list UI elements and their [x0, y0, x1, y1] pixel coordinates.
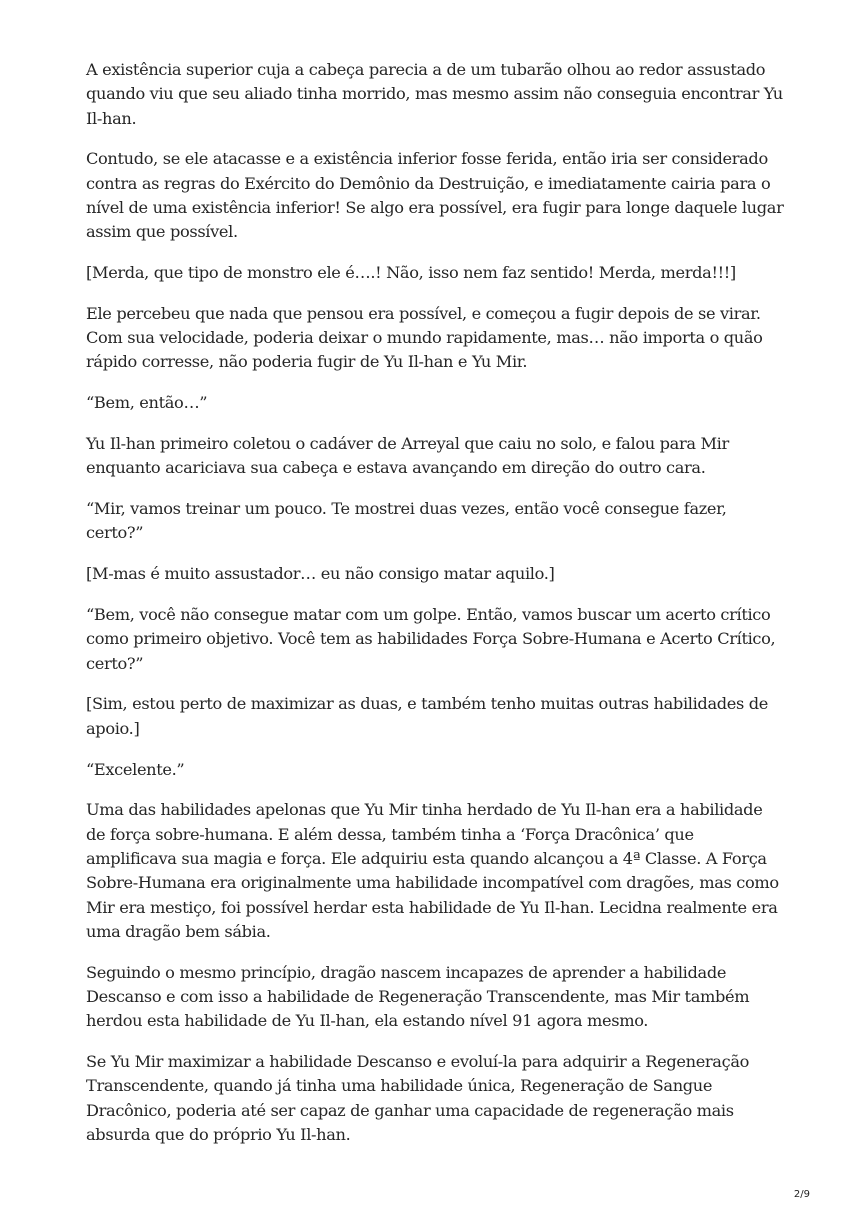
document-body	[86, 58, 786, 1164]
paragraph: A existência superior cuja a cabeça parecia a de um tubarão olhou ao redor assustado quando viu que seu aliado tinha morrido, mas mesmo assim não conseguia encontrar Yu Il-han.	[86, 60, 783, 128]
paragraph: Uma das habilidades apelonas que Yu Mir tinha herdado de Yu Il-han era a habilidade de força sobre-humana. E além dessa, também tinha a ‘Força Dracônica’ que amplificava sua magia e força. Ele adquiriu esta quando alcançou a 4ª Classe. A Força Sobre-Humana era originalmente uma habilidade incompatível com dragões, mas como Mir era mestiço, foi possível herdar esta habilidade de Yu Il-han. Lecidna realmente era uma dragão bem sábia.	[86, 800, 779, 941]
paragraph: Se Yu Mir maximizar a habilidade Descanso e evoluí-la para adquirir a Regeneração Transcendente, quando já tinha uma habilidade única, Regeneração de Sangue Dracônico, poderia até ser capaz de ganhar uma capacidade de regeneração mais absurda que do próprio Yu Il-han.	[86, 1052, 750, 1144]
paragraph: “Excelente.”	[86, 759, 185, 779]
paragraph: Contudo, se ele atacasse e a existência inferior fosse ferida, então iria ser considerado contra as regras do Exército do Demônio da Destruição, e imediatamente cairia para o nível de uma existência inferior! Se algo era possível, era fugir para longe daquele lugar assim que possível.	[86, 149, 784, 242]
paragraph: [M-mas é muito assustador… eu não consigo matar aquilo.]	[86, 564, 555, 584]
paragraph: [Sim, estou perto de maximizar as duas, e também tenho muitas outras habilidades de apoio.]	[86, 694, 768, 738]
paragraph: “Bem, você não consegue matar com um golpe. Então, vamos buscar um acerto crítico como primeiro objetivo. Você tem as habilidades Força Sobre-Humana e Acerto Crítico, certo?”	[86, 605, 776, 673]
paragraph: [Merda, que tipo de monstro ele é….! Não, isso nem faz sentido! Merda, merda!!!]	[86, 263, 736, 283]
paragraph: Ele percebeu que nada que pensou era possível, e começou a fugir depois de se virar. Com sua velocidade, poderia deixar o mundo rapidamente, mas… não importa o quão rápido corresse, não poderia fugir de Yu Il-han e Yu Mir.	[86, 303, 763, 372]
paragraph: Yu Il-han primeiro coletou o cadáver de Arreyal que caiu no solo, e falou para Mir enquanto acariciava sua cabeça e estava avançando em direção do outro cara.	[86, 434, 729, 478]
page-number: 2/9	[793, 1189, 810, 1200]
paragraph: Seguindo o mesmo princípio, dragão nascem incapazes de aprender a habilidade Descanso e com isso a habilidade de Regeneração Transcendente, mas Mir também herdou esta habilidade de Yu Il-han, ela estando nível 91 agora mesmo.	[86, 962, 750, 1031]
paragraph: “Bem, então…”	[86, 393, 208, 413]
paragraph: “Mir, vamos treinar um pouco. Te mostrei duas vezes, então você consegue fazer, certo?”	[86, 499, 727, 543]
